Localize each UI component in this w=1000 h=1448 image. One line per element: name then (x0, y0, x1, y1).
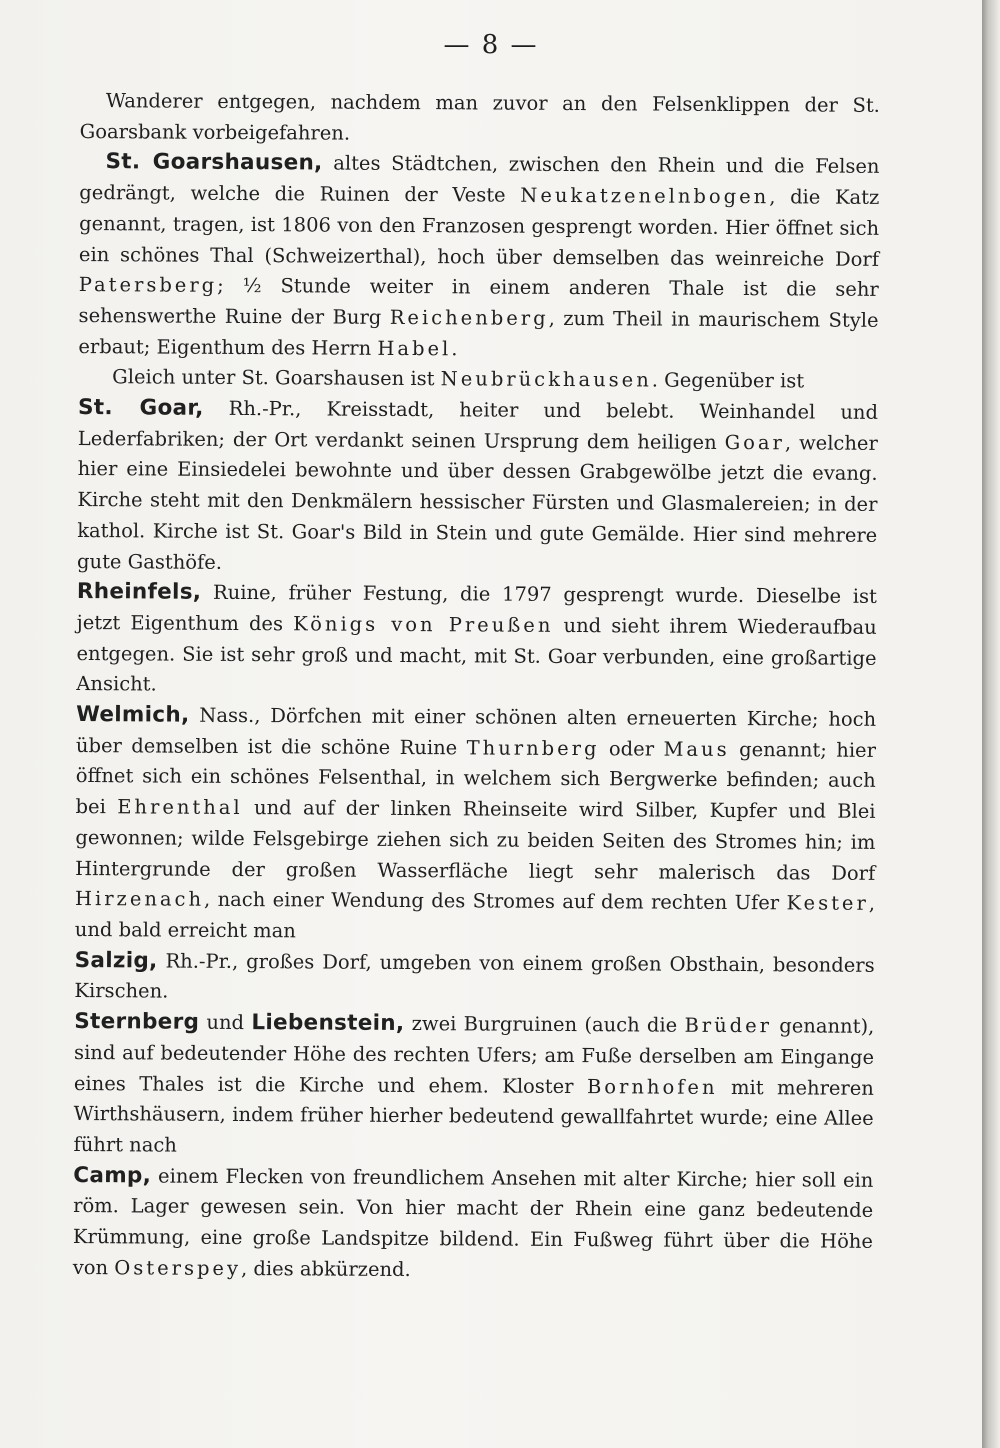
entry-sternberg-liebenstein (73, 1007, 874, 1165)
page-number: — 8 — (443, 30, 539, 60)
entry-text: genannt), sind auf bedeutender Höhe des rechten Ufers; am Fuße derselben am Eingange eines Thales ist die Kirche und ehem. Kloster (73, 1014, 875, 1098)
spaced-name: Königs von Preußen (293, 612, 554, 637)
entry-welmich (75, 700, 876, 951)
entry-text: und (199, 1010, 252, 1035)
entry-heading: Sternberg (74, 1009, 200, 1035)
entry-text: oder (599, 736, 664, 761)
entry-heading: Rheinfels, (76, 579, 202, 606)
page-edge-shadow (982, 0, 1000, 1448)
entry-heading: St. Goarshausen, (105, 149, 323, 176)
entry-text: genannt; hier öffnet sich ein schönes Felsenthal, in welchem sich Bergwerke befinden; auch bei (75, 737, 877, 819)
paragraph-neubrueckhausen (78, 362, 878, 398)
entry-salzig (74, 946, 874, 1012)
entry-text: Nass., Dörfchen mit einer schönen alten erneuerten Kirche; hoch über demselben ist die schöne Ruine (75, 703, 877, 760)
entry-heading: Salzig, (74, 947, 158, 974)
entry-text: , zum Theil in maurischem Style erbaut; Eigenthum des Herrn (78, 306, 879, 360)
entry-text: mit mehreren Wirthshäusern, indem früher hierher bedeutend gewallfahrtet wurde; eine Allee führt nach (73, 1075, 874, 1157)
spaced-name: Neubrückhausen (440, 367, 652, 392)
spaced-name: Osterspey (114, 1255, 242, 1280)
entry-camp (73, 1161, 874, 1289)
spaced-name: Habel (377, 336, 452, 360)
entry-text: , welcher hier eine Einsiedelei bewohnte und über dessen Grabgewölbe jetzt die evang. Kirche steht mit den Denkmälern hessischer Fürsten und Glasmalereien; in der kathol. Kirche ist St. Goar's Bild in Stein und gute Gemälde. Hier sind mehrere gute Gasthöfe. (77, 431, 878, 574)
entry-text: Ruine, früher Festung, die 1797 gesprengt wurde. Dieselbe ist jetzt Eigenthum des (76, 581, 877, 636)
entry-text: , nach einer Wendung des Stromes auf dem rechten Ufer (204, 888, 787, 915)
entry-text: ; ½ Stunde weiter in einem anderen Thale ist die sehr sehenswerthe Ruine der Burg (78, 274, 879, 329)
entry-text: und auf der linken Rheinseite wird Silber, Kupfer und Blei gewonnen; wilde Felsgebirge ziehen sich zu beiden Seiten des Stromes hin; im Hintergrunde der großen Wasserfläche liegt sehr malerisch das Dorf (75, 796, 876, 885)
spaced-name: Neukatzenelnbogen (520, 183, 770, 209)
spaced-name: Thurnberg (466, 736, 600, 760)
entry-text: einem Flecken von freundlichem Ansehen mit alter Kirche; hier soll ein röm. Lager gewesen sein. Von hier macht der Rhein eine ganz bedeutende Krümmung, eine große Landspitze bildend. Ein Fußweg führt über die Höhe von (72, 1164, 874, 1279)
entry-text: . (451, 336, 458, 360)
spaced-name: Brüder (684, 1013, 773, 1038)
entry-rheinfels (76, 577, 877, 705)
spaced-name: Kester (786, 891, 869, 916)
entry-text: zwei Burgruinen (auch die (404, 1012, 685, 1037)
entry-heading-second: Liebenstein, (251, 1010, 405, 1037)
entry-text: . Gegenüber ist (651, 368, 805, 393)
entry-text: , und bald erreicht man (74, 892, 876, 943)
spaced-name: Reichenberg (389, 305, 549, 330)
entry-heading: Welmich, (76, 702, 190, 728)
entry-st-goarshausen (78, 147, 879, 367)
entry-text: , die Katz genannt, tragen, ist 1806 von den Franzosen gesprengt worden. Hier öffnet sich ein schönes Thal (Schweizerthal), hoch über demselben das weinreiche Dorf (78, 185, 880, 271)
body-text (73, 86, 880, 1288)
spaced-name: Bornhofen (586, 1074, 718, 1099)
entry-heading: St. Goar, (77, 395, 204, 421)
entry-text: Rh.-Pr., Kreisstadt, heiter und belebt. Weinhandel und Lederfabriken; der Ort verdankt seinen Ursprung dem heiligen (77, 396, 879, 454)
entry-heading: Camp, (73, 1162, 152, 1189)
spaced-name: Goar (724, 430, 785, 455)
spaced-name: Ehrenthal (117, 795, 243, 820)
entry-text: Rh.-Pr., großes Dorf, umgeben von einem großen Obsthain, besonders Kirschen. (74, 949, 875, 1003)
entry-text: Gleich unter St. Goarshausen ist (112, 365, 441, 391)
entry-text: altes Städtchen, zwischen den Rhein und die Felsen gedrängt, welche die Ruinen der Veste (79, 151, 880, 207)
spaced-name: Patersberg (78, 273, 218, 298)
entry-text: , dies abkürzend. (240, 1256, 411, 1281)
spaced-name: Maus (663, 737, 730, 761)
entry-text: und sieht ihrem Wiederaufbau entgegen. Sie ist sehr groß und macht, mit St. Goar verbunden, eine großartige Ansicht. (76, 613, 877, 696)
spaced-name: Hirzenach (74, 887, 205, 912)
entry-st-goar (77, 393, 878, 582)
paragraph-continuation: Wanderer entgegen, nachdem man zuvor an den Felsenklippen der St. Goarsbank vorbeigefahren. (79, 89, 880, 145)
